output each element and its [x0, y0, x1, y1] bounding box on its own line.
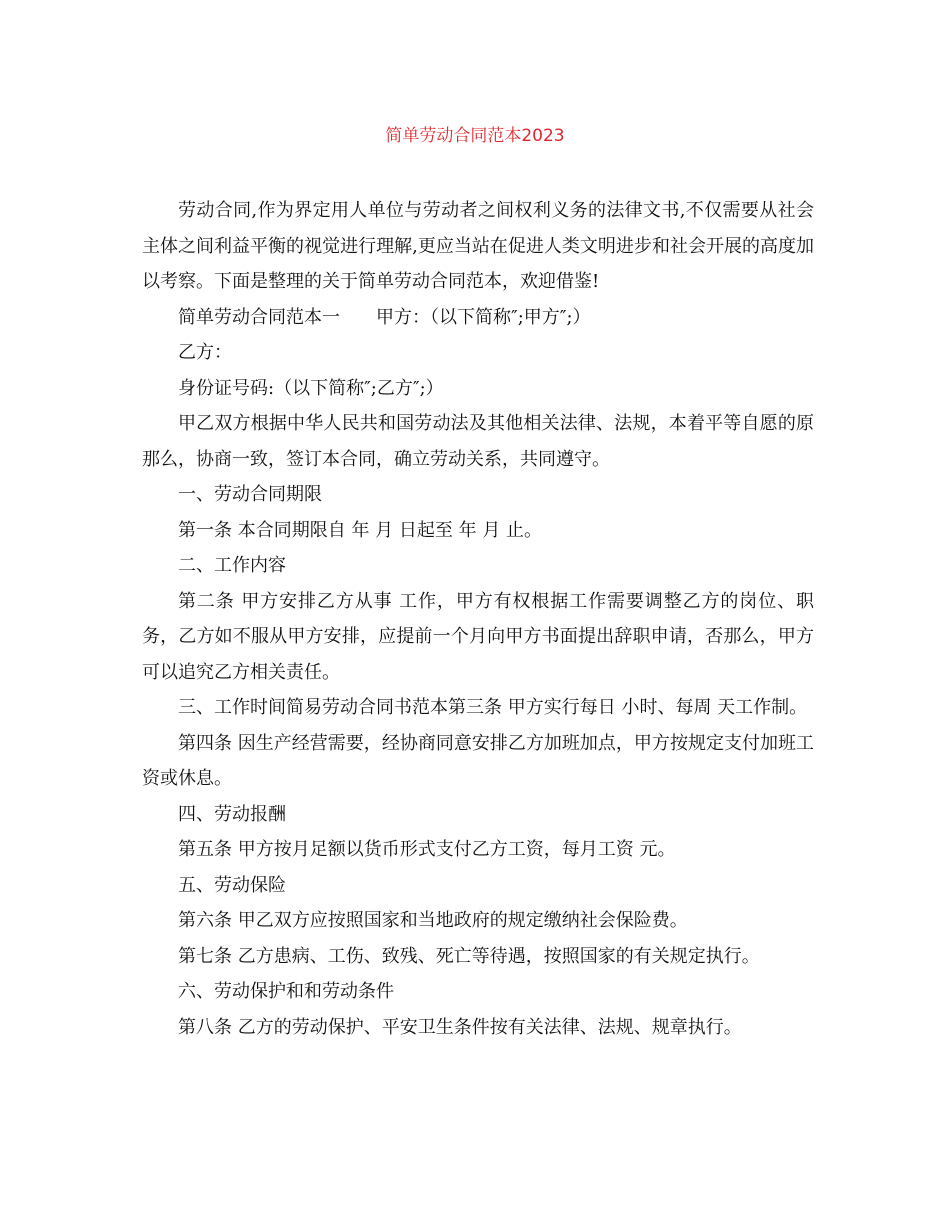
section-heading-remuneration: 四、劳动报酬 — [178, 803, 286, 825]
article-4: 第四条 因生产经营需要，经协商同意安排乙方加班加点，甲方按规定支付加班工资或休息。 — [142, 732, 814, 789]
article-8: 第八条 乙方的劳动保护、平安卫生条件按有关法律、法规、规章执行。 — [178, 1016, 742, 1038]
article-6: 第六条 甲乙双方应按照国家和当地政府的规定缴纳社会保险费。 — [178, 910, 688, 931]
section-heading-insurance: 五、劳动保险 — [178, 874, 286, 896]
paragraph-intro: 劳动合同,作为界定用人单位与劳动者之间权利义务的法律文书,不仅需要从社会主体之间利益平衡的视觉进行理解,更应当站在促进人类文明进步和社会开展的高度加以考察。下面是整理的关于简单劳动合同范本，欢迎借鉴! — [142, 200, 814, 292]
paragraph-party-a: 简单劳动合同范本一 甲方：（以下简称″;甲方″;） — [178, 306, 591, 328]
paragraph-party-b: 乙方： — [178, 342, 232, 363]
article-2: 第二条 甲方安排乙方从事 工作，甲方有权根据工作需要调整乙方的岗位、职务，乙方如不服从甲方安排，应提前一个月向甲方书面提出辞职申请，否那么，甲方可以追究乙方相关责任。 — [142, 590, 814, 683]
paragraph-agreement: 甲乙双方根据中华人民共和国劳动法及其他相关法律、法规，本着平等自愿的原那么，协商一致，签订本合同，确立劳动关系，共同遵守。 — [142, 413, 814, 470]
paragraph-id-number: 身份证号码:（以下简称″;乙方″;） — [178, 377, 444, 399]
document-body — [142, 193, 814, 1045]
article-3: 三、工作时间简易劳动合同书范本第三条 甲方实行每日 小时、每周 天工作制。 — [178, 697, 808, 718]
section-heading-protection: 六、劳动保护和和劳动条件 — [178, 981, 394, 1002]
document-title: 简单劳动合同范本2023 — [385, 126, 565, 146]
section-heading-term: 一、劳动合同期限 — [178, 484, 322, 505]
article-1: 第一条 本合同期限自 年 月 日起至 年 月 止。 — [178, 519, 543, 541]
section-heading-work-content: 二、工作内容 — [178, 555, 286, 576]
article-5: 第五条 甲方按月足额以货币形式支付乙方工资，每月工资 元。 — [178, 839, 676, 860]
article-7: 第七条 乙方患病、工伤、致残、死亡等待遇，按照国家的有关规定执行。 — [178, 945, 760, 967]
